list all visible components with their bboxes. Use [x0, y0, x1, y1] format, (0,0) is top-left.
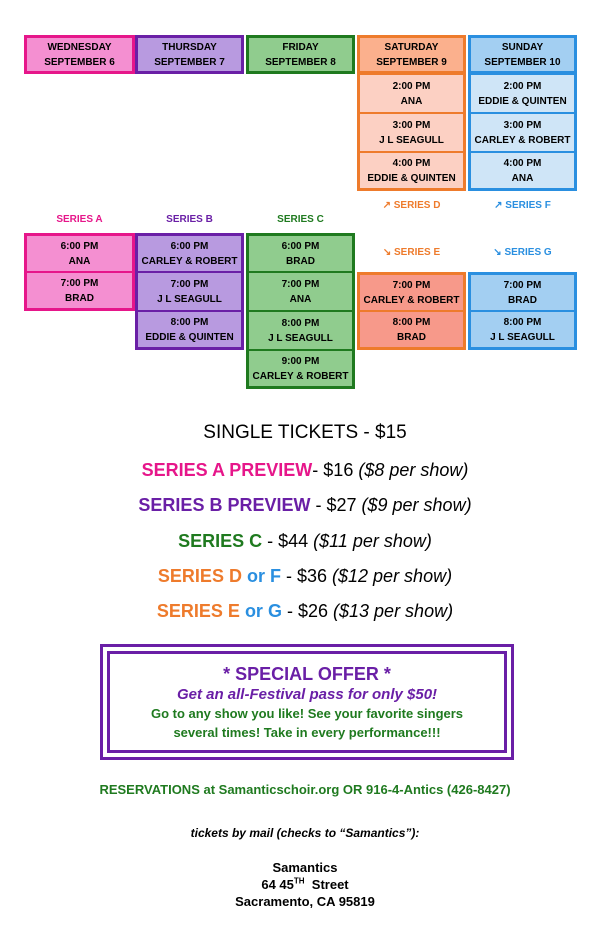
slot-sun-4pm: 4:00 PM ANA [468, 152, 577, 191]
series-e-label: ↘ SERIES E [382, 247, 441, 258]
slot-thu-7pm: 7:00 PM J L SEAGULL [135, 272, 244, 311]
header-friday: FRIDAY SEPTEMBER 8 [246, 35, 355, 74]
slot-sat-7pm: 7:00 PM CARLEY & ROBERT [357, 272, 466, 311]
price-series-e-g: SERIES E or G - $26 ($13 per show) [156, 601, 454, 621]
price-series-b: SERIES B PREVIEW - $27 ($9 per show) [138, 495, 472, 515]
series-b-label: SERIES B [166, 214, 213, 225]
reservations-line: RESERVATIONS at Samanticschoir.org OR 916-4-Antics (426-8427) [99, 782, 511, 797]
series-a-label: SERIES A [56, 214, 103, 225]
slot-sat-4pm: 4:00 PM EDDIE & QUINTEN [357, 152, 466, 191]
slot-sat-8pm: 8:00 PM BRAD [357, 311, 466, 350]
header-thursday: THURSDAY SEPTEMBER 7 [135, 35, 244, 74]
slot-wed-6pm: 6:00 PM ANA [24, 233, 135, 272]
price-series-d-f: SERIES D or F - $36 ($12 per show) [157, 566, 453, 586]
slot-sun-8pm: 8:00 PM J L SEAGULL [468, 311, 577, 350]
slot-thu-6pm: 6:00 PM CARLEY & ROBERT [135, 233, 244, 272]
slot-wed-7pm: 7:00 PM BRAD [24, 272, 135, 311]
single-tickets: SINGLE TICKETS - $15 [203, 422, 407, 443]
slot-sun-2pm: 2:00 PM EDDIE & QUINTEN [468, 74, 577, 113]
address-city: Sacramento, CA 95819 [235, 894, 375, 909]
slot-sat-2pm: 2:00 PM ANA [357, 74, 466, 113]
series-d-label: ↗ SERIES D [382, 200, 441, 211]
offer-line-1: Go to any show you like! See your favorite singers [150, 705, 464, 721]
header-saturday: SATURDAY SEPTEMBER 9 [357, 35, 466, 74]
special-offer-box [100, 644, 514, 760]
offer-line-2: several times! Take in every performance!!! [173, 724, 441, 740]
special-offer-inner [107, 651, 507, 753]
mail-note: tickets by mail (checks to “Samantics”): [190, 826, 420, 840]
address-street: 64 45TH Street [261, 876, 349, 892]
slot-fri-6pm: 6:00 PM BRAD [246, 233, 355, 272]
header-wednesday: WEDNESDAY SEPTEMBER 6 [24, 35, 135, 74]
series-f-label: ↗ SERIES F [494, 200, 551, 211]
header-sunday: SUNDAY SEPTEMBER 10 [468, 35, 577, 74]
slot-fri-7pm: 7:00 PM ANA [246, 272, 355, 311]
mailing-address [0, 859, 610, 910]
series-c-label: SERIES C [277, 214, 324, 225]
offer-subtitle: Get an all-Festival pass for only $50! [176, 685, 438, 703]
slot-thu-8pm: 8:00 PM EDDIE & QUINTEN [135, 311, 244, 350]
slot-fri-9pm: 9:00 PM CARLEY & ROBERT [246, 350, 355, 389]
slot-sun-3pm: 3:00 PM CARLEY & ROBERT [468, 113, 577, 152]
price-series-c: SERIES C - $44 ($11 per show) [178, 531, 432, 551]
slot-sun-7pm: 7:00 PM BRAD [468, 272, 577, 311]
slot-sat-3pm: 3:00 PM J L SEAGULL [357, 113, 466, 152]
series-g-label: ↘ SERIES G [493, 247, 552, 258]
price-series-a: SERIES A PREVIEW- $16 ($8 per show) [141, 460, 469, 480]
offer-title: * SPECIAL OFFER * [223, 663, 391, 684]
address-name: Samantics [272, 860, 338, 875]
slot-fri-8pm: 8:00 PM J L SEAGULL [246, 311, 355, 350]
